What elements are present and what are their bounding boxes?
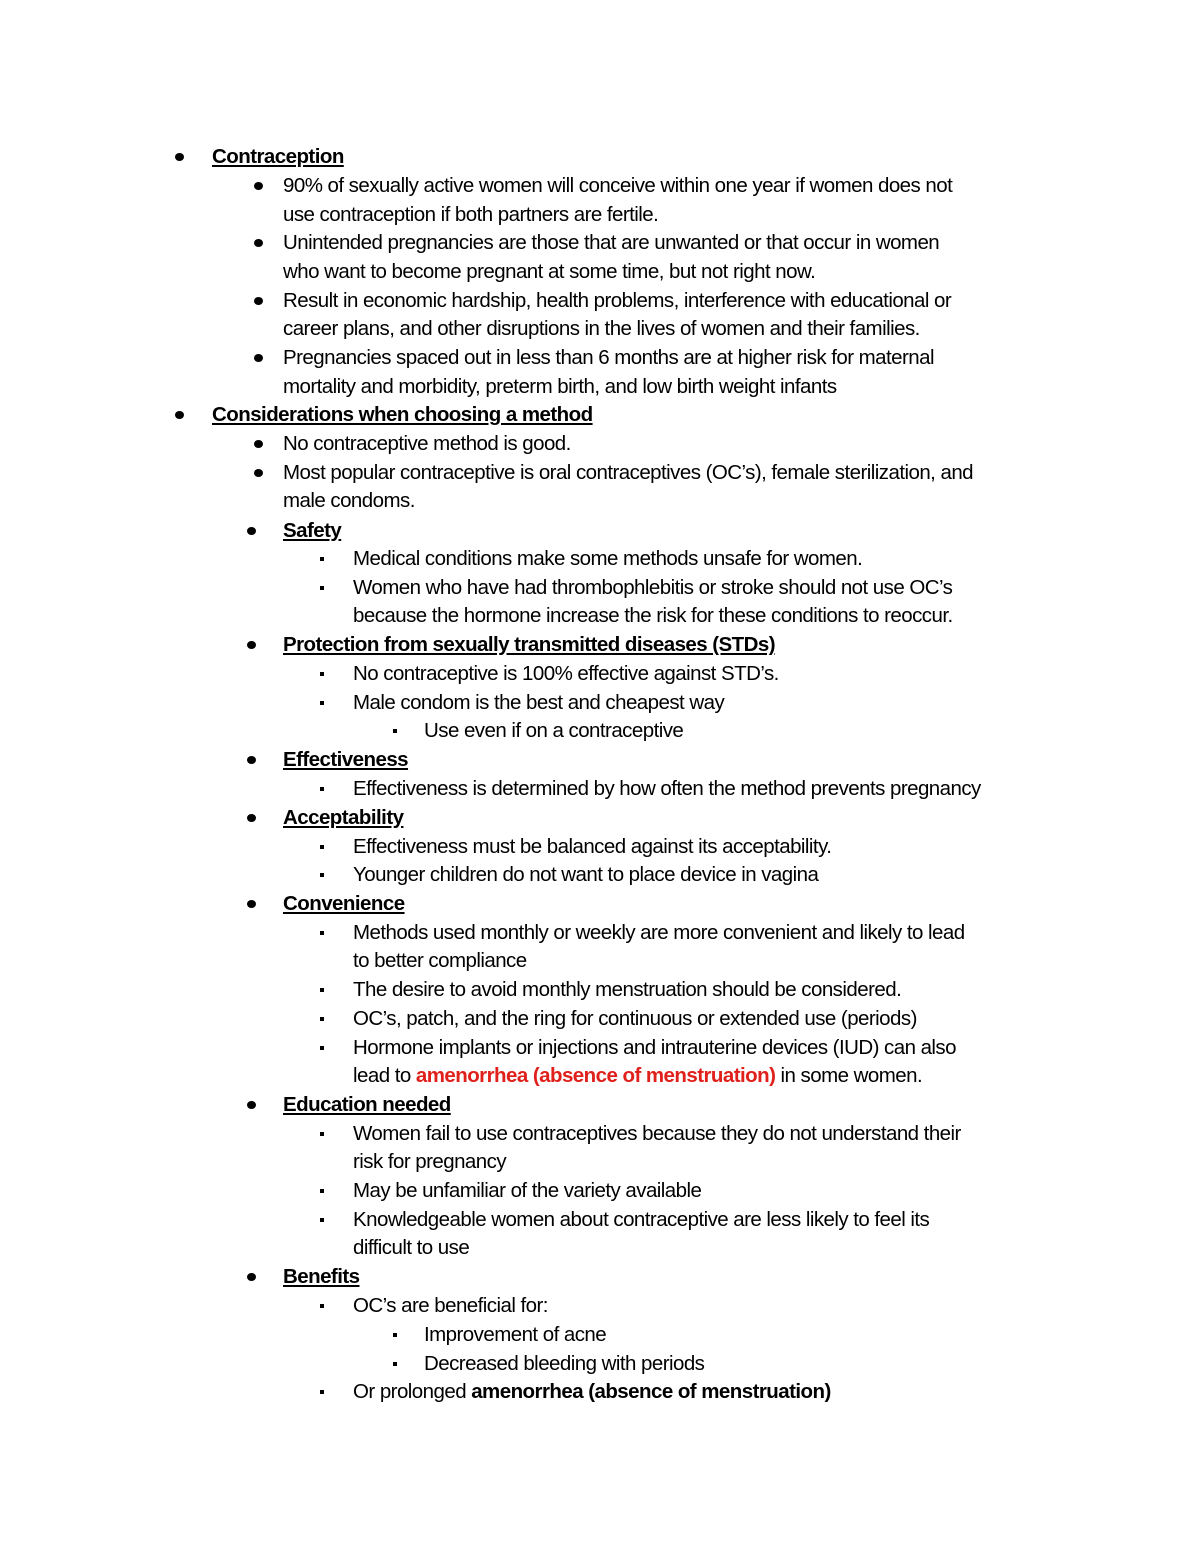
- list-item: May be unfamiliar of the variety available: [0, 1176, 1200, 1205]
- list-item: No contraceptive is 100% effective against STD’s.: [0, 659, 1200, 688]
- list-item: No contraceptive method is good.: [0, 429, 1200, 458]
- list-item: Hormone implants or injections and intrauterine devices (IUD) can also: [0, 1033, 1200, 1062]
- bullet-icon: [320, 672, 324, 676]
- bullet-icon: [320, 787, 324, 791]
- list-item: Younger children do not want to place device in vagina: [0, 860, 1200, 889]
- bullet-icon: [320, 1390, 324, 1394]
- subsection-heading: Safety: [283, 519, 342, 542]
- list-item: Or prolonged amenorrhea (absence of menstruation): [0, 1377, 1200, 1406]
- section-heading-line: [0, 400, 1200, 429]
- bullet-icon: [320, 586, 324, 590]
- bullet-icon: [320, 931, 324, 935]
- bullet-icon: [320, 1304, 324, 1308]
- subsection-heading: Education needed: [283, 1093, 451, 1116]
- subsection-heading: Protection from sexually transmitted diseases (STDs): [283, 633, 776, 656]
- section-heading-line: [0, 142, 1200, 171]
- bullet-icon: [247, 641, 256, 649]
- list-item: Most popular contraceptive is oral contraceptives (OC’s), female sterilization, and: [0, 458, 1200, 487]
- list-item-continuation: mortality and morbidity, preterm birth, and low birth weight infants: [283, 375, 837, 398]
- bullet-icon: [254, 297, 263, 305]
- list-item: Effectiveness is determined by how often the method prevents pregnancy: [0, 774, 1200, 803]
- bullet-icon: [175, 411, 184, 419]
- bullet-icon: [254, 354, 263, 362]
- bullet-icon: [393, 729, 397, 733]
- list-item-continuation: risk for pregnancy: [353, 1150, 507, 1173]
- list-item: Male condom is the best and cheapest way: [0, 688, 1200, 717]
- subsection-heading: Effectiveness: [283, 748, 409, 771]
- nested-list-item: Improvement of acne: [0, 1320, 1200, 1349]
- list-item: 90% of sexually active women will conceive within one year if women does not: [0, 171, 1200, 200]
- section-heading: Contraception: [212, 145, 344, 168]
- bullet-icon: [320, 1046, 324, 1050]
- list-item-continuation: lead to amenorrhea (absence of menstruation) in some women.: [353, 1064, 923, 1087]
- bullet-icon: [320, 1189, 324, 1193]
- list-item-continuation: who want to become pregnant at some time, but not right now.: [283, 260, 816, 283]
- bullet-icon: [247, 756, 256, 764]
- list-item: Pregnancies spaced out in less than 6 months are at higher risk for maternal: [0, 343, 1200, 372]
- highlighted-term: amenorrhea (absence of menstruation): [415, 1064, 776, 1087]
- bullet-icon: [320, 1132, 324, 1136]
- subsection-heading-line: [0, 803, 1200, 832]
- list-item-continuation: to better compliance: [353, 949, 527, 972]
- bullet-icon: [320, 845, 324, 849]
- list-item-continuation: difficult to use: [353, 1236, 470, 1259]
- bullet-icon: [393, 1333, 397, 1337]
- list-item: Women fail to use contraceptives because they do not understand their: [0, 1119, 1200, 1148]
- list-item-continuation: male condoms.: [283, 489, 415, 512]
- list-item-continuation: use contraception if both partners are fertile.: [283, 203, 659, 226]
- subsection-heading: Convenience: [283, 892, 405, 915]
- section-heading: Considerations when choosing a method: [212, 403, 593, 426]
- bullet-icon: [320, 701, 324, 705]
- list-item: The desire to avoid monthly menstruation should be considered.: [0, 975, 1200, 1004]
- list-item: Methods used monthly or weekly are more convenient and likely to lead: [0, 918, 1200, 947]
- list-item: Knowledgeable women about contraceptive are less likely to feel its: [0, 1205, 1200, 1234]
- bullet-icon: [254, 239, 263, 247]
- subsection-heading-line: [0, 630, 1200, 659]
- list-item: Medical conditions make some methods unsafe for women.: [0, 544, 1200, 573]
- nested-list-item: Use even if on a contraceptive: [0, 716, 1200, 745]
- subsection-heading: Acceptability: [283, 806, 404, 829]
- list-item: OC’s, patch, and the ring for continuous or extended use (periods): [0, 1004, 1200, 1033]
- bullet-icon: [247, 527, 256, 535]
- list-item: Result in economic hardship, health problems, interference with educational or: [0, 286, 1200, 315]
- subsection-heading-line: [0, 889, 1200, 918]
- bullet-icon: [320, 873, 324, 877]
- bullet-icon: [393, 1362, 397, 1366]
- bullet-icon: [247, 900, 256, 908]
- bold-term: amenorrhea (absence of menstruation): [471, 1380, 831, 1403]
- bullet-icon: [320, 1017, 324, 1021]
- bullet-icon: [247, 1101, 256, 1109]
- list-item: Effectiveness must be balanced against its acceptability.: [0, 832, 1200, 861]
- nested-list-item: Decreased bleeding with periods: [0, 1349, 1200, 1378]
- bullet-icon: [254, 440, 263, 448]
- bullet-icon: [247, 1273, 256, 1281]
- subsection-heading-line: [0, 516, 1200, 545]
- bullet-icon: [247, 814, 256, 822]
- list-item-continuation: because the hormone increase the risk for these conditions to reoccur.: [353, 604, 953, 627]
- bullet-icon: [320, 1218, 324, 1222]
- list-item: Unintended pregnancies are those that are unwanted or that occur in women: [0, 228, 1200, 257]
- bullet-icon: [320, 988, 324, 992]
- subsection-heading-line: [0, 1090, 1200, 1119]
- subsection-heading-line: [0, 745, 1200, 774]
- list-item-continuation: career plans, and other disruptions in the lives of women and their families.: [283, 317, 920, 340]
- bullet-icon: [254, 469, 263, 477]
- bullet-icon: [254, 182, 263, 190]
- subsection-heading-line: [0, 1262, 1200, 1291]
- subsection-heading: Benefits: [283, 1265, 360, 1288]
- bullet-icon: [175, 153, 184, 161]
- list-item: OC’s are beneficial for:: [0, 1291, 1200, 1320]
- bullet-icon: [320, 557, 324, 561]
- list-item: Women who have had thrombophlebitis or stroke should not use OC’s: [0, 573, 1200, 602]
